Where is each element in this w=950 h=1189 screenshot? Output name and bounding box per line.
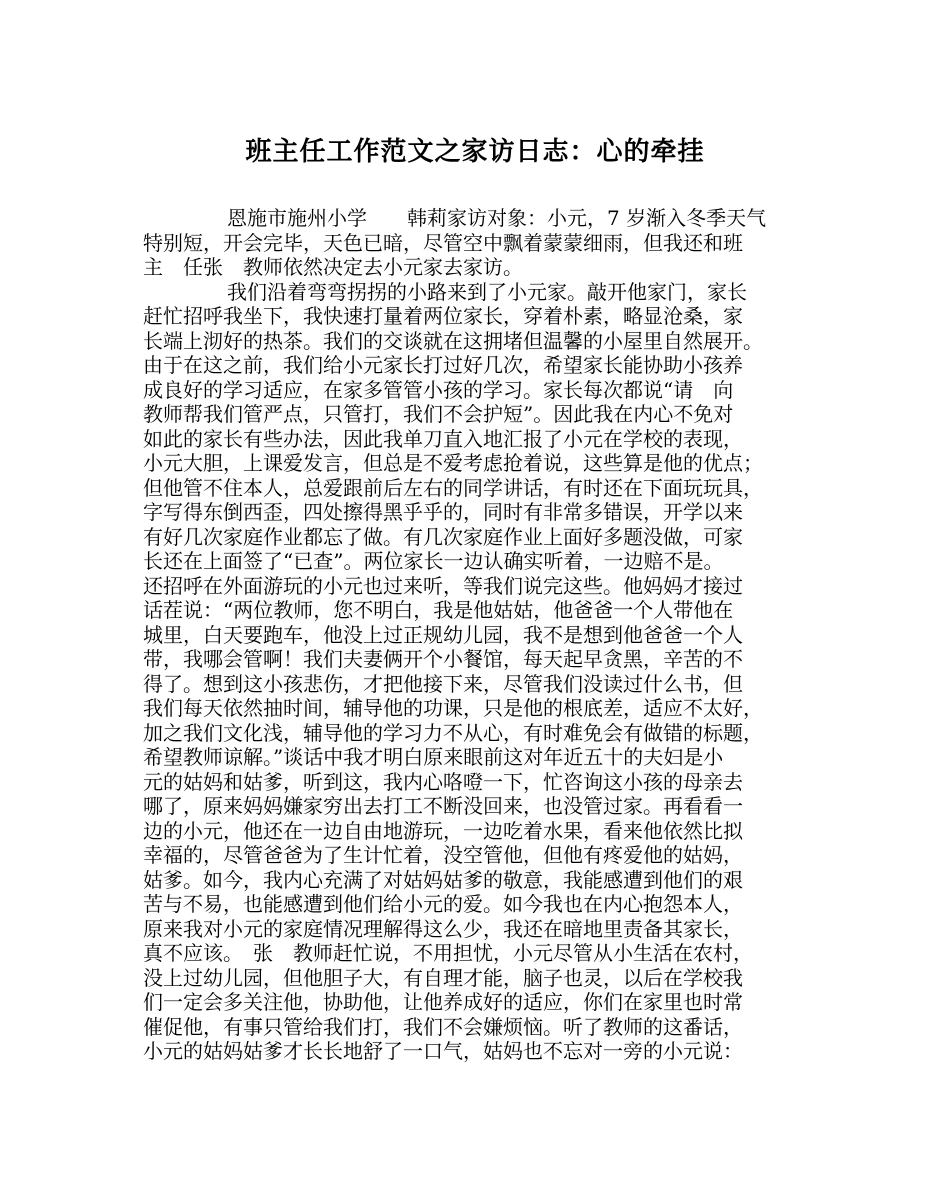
body-line: 希望教师谅解。”谈话中我才明白原来眼前这对年近五十的夫妇是小 — [143, 745, 724, 769]
body-line: 我们每天依然抽时间，辅导他的功课，只是他的根底差，适应不太好， — [143, 696, 763, 720]
body-line: 小元大胆，上课爱发言，但总是不爱考虑抢着说，这些算是他的优点； — [143, 451, 763, 475]
body-line: 们一定会多关注他，协助他，让他养成好的适应，你们在家里也时常 — [143, 990, 743, 1014]
body-line: 得了。想到这小孩悲伤，才把他接下来，尽管我们没读过什么书，但 — [143, 671, 743, 696]
body-line: 话茬说：“两位教师，您不明白，我是他姑姑，他爸爸一个人带他在 — [143, 598, 734, 622]
body-line: 长端上沏好的热茶。我们的交谈就在这拥堵但温馨的小屋里自然展开。 — [143, 328, 763, 353]
body-line: 元的姑妈和姑爹，听到这，我内心咯噔一下，忙咨询这小孩的母亲去 — [143, 769, 743, 794]
document-body — [143, 206, 813, 1064]
body-line: 由于在这之前，我们给小元家长打过好几次，希望家长能协助小孩养 — [143, 353, 743, 377]
document-title: 班主任工作范文之家访日志：心的牵挂 — [245, 137, 705, 167]
body-line: 成良好的学习适应，在家多管管小孩的学习。家长每次都说“请 向 — [143, 377, 734, 402]
body-line: 苦与不易，也能感遭到他们给小元的爱。如今我也在内心抱怨本人， — [143, 892, 743, 916]
body-line: 如此的家长有些办法，因此我单刀直入地汇报了小元在学校的表现， — [143, 426, 743, 451]
body-line: 幸福的，尽管爸爸为了生计忙着，没空管他，但他有疼爱他的姑妈， — [143, 843, 743, 867]
body-line: 教师帮我们管严点，只管打，我们不会护短”。因此我在内心不免对 — [143, 402, 734, 426]
body-line: 还招呼在外面游玩的小元也过来听，等我们说完这些。他妈妈才接过 — [143, 573, 743, 598]
body-line: 字写得东倒西歪，四处擦得黑乎乎的，同时有非常多错误，开学以来 — [143, 500, 743, 524]
body-line: 赶忙招呼我坐下，我快速打量着两位家长，穿着朴素，略显沧桑，家 — [143, 304, 743, 328]
body-line: 加之我们文化浅，辅导他的学习力不从心，有时难免会有做错的标题， — [143, 720, 763, 745]
body-line: 边的小元，他还在一边自由地游玩，一边吃着水果，看来他依然比拟 — [143, 818, 743, 843]
body-line: 恩施市施州小学 韩莉家访对象：小元，7 岁渐入冬季天气 — [227, 206, 767, 230]
body-line: 带，我哪会管啊！我们夫妻俩开个小餐馆，每天起早贪黑，辛苦的不 — [143, 647, 743, 671]
body-line: 有好几次家庭作业都忘了做。有几次家庭作业上面好多题没做，可家 — [143, 524, 743, 549]
body-line: 哪了，原来妈妈嫌家穷出去打工不断没回来，也没管过家。再看看一 — [143, 794, 743, 818]
body-line: 特别短，开会完毕，天色已暗，尽管空中飘着蒙蒙细雨，但我还和班 — [143, 230, 743, 255]
body-line: 没上过幼儿园，但他胆子大，有自理才能，脑子也灵，以后在学校我 — [143, 965, 743, 990]
body-line: 城里，白天要跑车，他没上过正规幼儿园，我不是想到他爸爸一个人 — [143, 622, 743, 647]
body-line: 长还在上面签了“已查”。两位家长一边认确实听着，一边赔不是。 — [143, 549, 724, 573]
body-line: 姑爹。如今，我内心充满了对姑妈姑爹的敬意，我能感遭到他们的艰 — [143, 867, 743, 892]
body-line: 原来我对小元的家庭情况理解得这么少，我还在暗地里责备其家长， — [143, 916, 743, 941]
body-line: 小元的姑妈姑爹才长长地舒了一口气，姑妈也不忘对一旁的小元说： — [143, 1039, 743, 1063]
body-line: 主 任张 教师依然决定去小元家去家访。 — [143, 255, 523, 279]
body-line: 真不应该。 张 教师赶忙说，不用担忧，小元尽管从小生活在农村， — [143, 941, 753, 965]
body-line: 但他管不住本人，总爱跟前后左右的同学讲话，有时还在下面玩玩具， — [143, 475, 763, 500]
body-line: 催促他，有事只管给我们打，我们不会嫌烦恼。听了教师的这番话， — [143, 1014, 743, 1039]
body-line: 我们沿着弯弯拐拐的小路来到了小元家。敲开他家门，家长 — [227, 279, 747, 304]
